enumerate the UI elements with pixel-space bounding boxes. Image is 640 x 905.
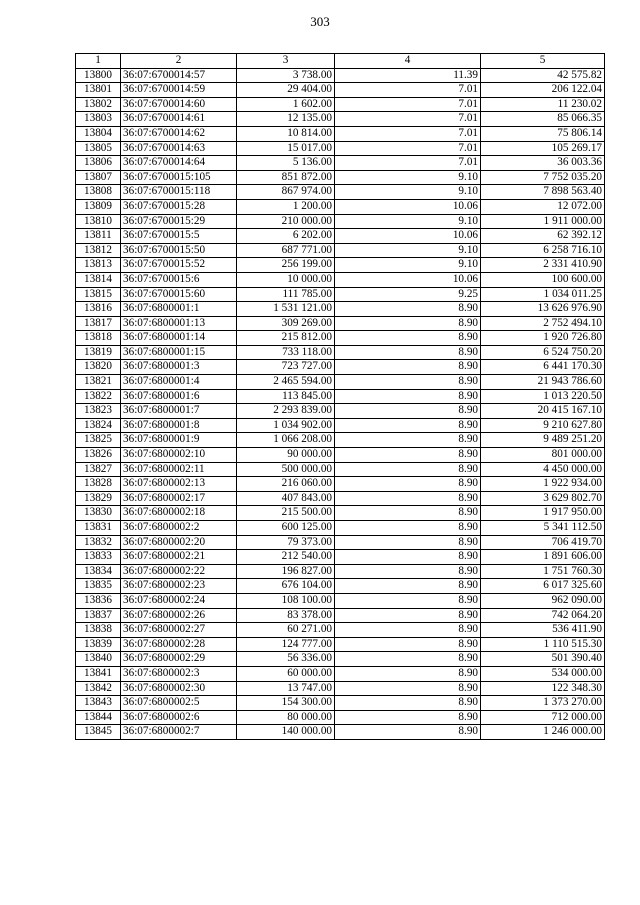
table-row <box>76 360 605 375</box>
value-cell: 36 003.36 <box>481 156 605 171</box>
row-number-cell: 13815 <box>76 287 121 302</box>
table-row <box>76 593 605 608</box>
rate-cell: 8.90 <box>335 623 481 638</box>
row-number-cell: 13840 <box>76 652 121 667</box>
row-number-cell: 13838 <box>76 623 121 638</box>
cadastral-number-cell: 36:07:6700015:5 <box>121 229 237 244</box>
value-cell: 21 943 786.60 <box>481 375 605 390</box>
rate-cell: 8.90 <box>335 375 481 390</box>
value-cell: 62 392.12 <box>481 229 605 244</box>
area-cell: 867 974.00 <box>237 185 335 200</box>
rate-cell: 9.10 <box>335 170 481 185</box>
table-row <box>76 302 605 317</box>
rate-cell: 7.01 <box>335 112 481 127</box>
value-cell: 1 034 011.25 <box>481 287 605 302</box>
value-cell: 534 000.00 <box>481 666 605 681</box>
cadastral-number-cell: 36:07:6700015:52 <box>121 258 237 273</box>
row-number-cell: 13808 <box>76 185 121 200</box>
area-cell: 15 017.00 <box>237 141 335 156</box>
cadastral-number-cell: 36:07:6800002:11 <box>121 462 237 477</box>
rate-cell: 8.90 <box>335 652 481 667</box>
area-cell: 196 827.00 <box>237 564 335 579</box>
table-row <box>76 345 605 360</box>
area-cell: 1 531 121.00 <box>237 302 335 317</box>
row-number-cell: 13825 <box>76 433 121 448</box>
table-row <box>76 448 605 463</box>
cadastral-number-cell: 36:07:6800002:30 <box>121 681 237 696</box>
area-cell: 83 378.00 <box>237 608 335 623</box>
column-header-2: 2 <box>121 54 237 69</box>
area-cell: 687 771.00 <box>237 243 335 258</box>
area-cell: 13 747.00 <box>237 681 335 696</box>
rate-cell: 8.90 <box>335 666 481 681</box>
table-row <box>76 112 605 127</box>
cadastral-number-cell: 36:07:6800001:1 <box>121 302 237 317</box>
cadastral-number-cell: 36:07:6700014:63 <box>121 141 237 156</box>
value-cell: 6 017 325.60 <box>481 579 605 594</box>
table-row <box>76 214 605 229</box>
rate-cell: 8.90 <box>335 316 481 331</box>
rate-cell: 8.90 <box>335 389 481 404</box>
area-cell: 215 812.00 <box>237 331 335 346</box>
row-number-cell: 13837 <box>76 608 121 623</box>
area-cell: 29 404.00 <box>237 83 335 98</box>
cadastral-number-cell: 36:07:6800001:3 <box>121 360 237 375</box>
area-cell: 851 872.00 <box>237 170 335 185</box>
rate-cell: 9.10 <box>335 185 481 200</box>
cadastral-number-cell: 36:07:6800002:3 <box>121 666 237 681</box>
rate-cell: 8.90 <box>335 535 481 550</box>
rate-cell: 8.90 <box>335 506 481 521</box>
area-cell: 212 540.00 <box>237 550 335 565</box>
value-cell: 12 072.00 <box>481 199 605 214</box>
value-cell: 1 373 270.00 <box>481 696 605 711</box>
value-cell: 1 246 000.00 <box>481 725 605 740</box>
cadastral-number-cell: 36:07:6700014:61 <box>121 112 237 127</box>
area-cell: 79 373.00 <box>237 535 335 550</box>
value-cell: 122 348.30 <box>481 681 605 696</box>
area-cell: 5 136.00 <box>237 156 335 171</box>
cadastral-number-cell: 36:07:6800002:7 <box>121 725 237 740</box>
value-cell: 1 922 934.00 <box>481 477 605 492</box>
cadastral-number-cell: 36:07:6800001:13 <box>121 316 237 331</box>
value-cell: 1 110 515.30 <box>481 637 605 652</box>
table-row <box>76 418 605 433</box>
row-number-cell: 13831 <box>76 521 121 536</box>
cadastral-number-cell: 36:07:6800002:5 <box>121 696 237 711</box>
row-number-cell: 13829 <box>76 491 121 506</box>
rate-cell: 8.90 <box>335 331 481 346</box>
rate-cell: 7.01 <box>335 83 481 98</box>
rate-cell: 8.90 <box>335 608 481 623</box>
area-cell: 6 202.00 <box>237 229 335 244</box>
row-number-cell: 13839 <box>76 637 121 652</box>
row-number-cell: 13820 <box>76 360 121 375</box>
table-row <box>76 156 605 171</box>
value-cell: 85 066.35 <box>481 112 605 127</box>
table-row <box>76 185 605 200</box>
area-cell: 407 843.00 <box>237 491 335 506</box>
row-number-cell: 13842 <box>76 681 121 696</box>
area-cell: 108 100.00 <box>237 593 335 608</box>
row-number-cell: 13804 <box>76 126 121 141</box>
row-number-cell: 13823 <box>76 404 121 419</box>
rate-cell: 9.10 <box>335 243 481 258</box>
table-row <box>76 506 605 521</box>
area-cell: 90 000.00 <box>237 448 335 463</box>
table-row <box>76 316 605 331</box>
rate-cell: 8.90 <box>335 448 481 463</box>
cadastral-number-cell: 36:07:6800002:10 <box>121 448 237 463</box>
area-cell: 600 125.00 <box>237 521 335 536</box>
row-number-cell: 13828 <box>76 477 121 492</box>
value-cell: 100 600.00 <box>481 272 605 287</box>
rate-cell: 8.90 <box>335 710 481 725</box>
area-cell: 56 336.00 <box>237 652 335 667</box>
table-row <box>76 710 605 725</box>
rate-cell: 8.90 <box>335 462 481 477</box>
value-cell: 501 390.40 <box>481 652 605 667</box>
table-row <box>76 579 605 594</box>
table-row <box>76 462 605 477</box>
rate-cell: 8.90 <box>335 579 481 594</box>
rate-cell: 11.39 <box>335 68 481 83</box>
row-number-cell: 13816 <box>76 302 121 317</box>
value-cell: 7 752 035.20 <box>481 170 605 185</box>
value-cell: 1 917 950.00 <box>481 506 605 521</box>
area-cell: 2 293 839.00 <box>237 404 335 419</box>
table-row <box>76 681 605 696</box>
area-cell: 10 000.00 <box>237 272 335 287</box>
area-cell: 1 066 208.00 <box>237 433 335 448</box>
table-row <box>76 97 605 112</box>
area-cell: 140 000.00 <box>237 725 335 740</box>
row-number-cell: 13824 <box>76 418 121 433</box>
rate-cell: 8.90 <box>335 345 481 360</box>
rate-cell: 8.90 <box>335 433 481 448</box>
value-cell: 206 122.04 <box>481 83 605 98</box>
table-row <box>76 696 605 711</box>
rate-cell: 8.90 <box>335 302 481 317</box>
table-body <box>76 68 605 739</box>
table-row <box>76 608 605 623</box>
cadastral-number-cell: 36:07:6800002:22 <box>121 564 237 579</box>
area-cell: 723 727.00 <box>237 360 335 375</box>
table-row <box>76 229 605 244</box>
row-number-cell: 13809 <box>76 199 121 214</box>
row-number-cell: 13807 <box>76 170 121 185</box>
rate-cell: 8.90 <box>335 564 481 579</box>
row-number-cell: 13814 <box>76 272 121 287</box>
value-cell: 1 920 726.80 <box>481 331 605 346</box>
cadastral-number-cell: 36:07:6800002:13 <box>121 477 237 492</box>
rate-cell: 9.25 <box>335 287 481 302</box>
row-number-cell: 13802 <box>76 97 121 112</box>
cadastral-number-cell: 36:07:6800002:20 <box>121 535 237 550</box>
table-row <box>76 637 605 652</box>
row-number-cell: 13803 <box>76 112 121 127</box>
row-number-cell: 13834 <box>76 564 121 579</box>
area-cell: 113 845.00 <box>237 389 335 404</box>
value-cell: 706 419.70 <box>481 535 605 550</box>
table-row <box>76 550 605 565</box>
rate-cell: 10.06 <box>335 272 481 287</box>
row-number-cell: 13835 <box>76 579 121 594</box>
table-row <box>76 272 605 287</box>
area-cell: 124 777.00 <box>237 637 335 652</box>
row-number-cell: 13841 <box>76 666 121 681</box>
rate-cell: 8.90 <box>335 696 481 711</box>
area-cell: 60 271.00 <box>237 623 335 638</box>
cadastral-number-cell: 36:07:6700015:28 <box>121 199 237 214</box>
column-header-5: 5 <box>481 54 605 69</box>
data-table <box>75 53 605 740</box>
value-cell: 1 911 000.00 <box>481 214 605 229</box>
table-row <box>76 287 605 302</box>
area-cell: 10 814.00 <box>237 126 335 141</box>
cadastral-number-cell: 36:07:6800002:24 <box>121 593 237 608</box>
table-row <box>76 521 605 536</box>
row-number-cell: 13818 <box>76 331 121 346</box>
value-cell: 536 411.90 <box>481 623 605 638</box>
value-cell: 962 090.00 <box>481 593 605 608</box>
area-cell: 256 199.00 <box>237 258 335 273</box>
value-cell: 105 269.17 <box>481 141 605 156</box>
cadastral-number-cell: 36:07:6700015:50 <box>121 243 237 258</box>
value-cell: 5 341 112.50 <box>481 521 605 536</box>
cadastral-number-cell: 36:07:6800002:17 <box>121 491 237 506</box>
row-number-cell: 13817 <box>76 316 121 331</box>
page-number: 303 <box>310 14 330 29</box>
cadastral-number-cell: 36:07:6700015:118 <box>121 185 237 200</box>
area-cell: 676 104.00 <box>237 579 335 594</box>
value-cell: 742 064.20 <box>481 608 605 623</box>
cadastral-number-cell: 36:07:6800002:28 <box>121 637 237 652</box>
table-row <box>76 623 605 638</box>
cadastral-number-cell: 36:07:6800002:6 <box>121 710 237 725</box>
cadastral-number-cell: 36:07:6800002:27 <box>121 623 237 638</box>
cadastral-number-cell: 36:07:6700015:105 <box>121 170 237 185</box>
value-cell: 13 626 976.90 <box>481 302 605 317</box>
rate-cell: 8.90 <box>335 725 481 740</box>
row-number-cell: 13836 <box>76 593 121 608</box>
value-cell: 1 891 606.00 <box>481 550 605 565</box>
cadastral-number-cell: 36:07:6800002:29 <box>121 652 237 667</box>
rate-cell: 8.90 <box>335 404 481 419</box>
row-number-cell: 13810 <box>76 214 121 229</box>
table-row <box>76 83 605 98</box>
rate-cell: 8.90 <box>335 477 481 492</box>
rate-cell: 8.90 <box>335 491 481 506</box>
column-header-1: 1 <box>76 54 121 69</box>
area-cell: 216 060.00 <box>237 477 335 492</box>
row-number-cell: 13801 <box>76 83 121 98</box>
area-cell: 1 602.00 <box>237 97 335 112</box>
cadastral-number-cell: 36:07:6800001:4 <box>121 375 237 390</box>
row-number-cell: 13819 <box>76 345 121 360</box>
value-cell: 11 230.02 <box>481 97 605 112</box>
rate-cell: 7.01 <box>335 141 481 156</box>
rate-cell: 10.06 <box>335 229 481 244</box>
value-cell: 1 013 220.50 <box>481 389 605 404</box>
row-number-cell: 13830 <box>76 506 121 521</box>
area-cell: 210 000.00 <box>237 214 335 229</box>
column-header-3: 3 <box>237 54 335 69</box>
table-row <box>76 141 605 156</box>
value-cell: 20 415 167.10 <box>481 404 605 419</box>
cadastral-number-cell: 36:07:6700014:62 <box>121 126 237 141</box>
value-cell: 9 489 251.20 <box>481 433 605 448</box>
table-row <box>76 331 605 346</box>
cadastral-number-cell: 36:07:6800002:23 <box>121 579 237 594</box>
row-number-cell: 13811 <box>76 229 121 244</box>
value-cell: 3 629 802.70 <box>481 491 605 506</box>
table-row <box>76 666 605 681</box>
table-header-row <box>76 54 605 69</box>
rate-cell: 10.06 <box>335 199 481 214</box>
row-number-cell: 13805 <box>76 141 121 156</box>
value-cell: 9 210 627.80 <box>481 418 605 433</box>
value-cell: 42 575.82 <box>481 68 605 83</box>
row-number-cell: 13843 <box>76 696 121 711</box>
value-cell: 75 806.14 <box>481 126 605 141</box>
value-cell: 4 450 000.00 <box>481 462 605 477</box>
area-cell: 154 300.00 <box>237 696 335 711</box>
cadastral-number-cell: 36:07:6800001:6 <box>121 389 237 404</box>
cadastral-number-cell: 36:07:6800001:7 <box>121 404 237 419</box>
cadastral-number-cell: 36:07:6800002:21 <box>121 550 237 565</box>
value-cell: 2 752 494.10 <box>481 316 605 331</box>
area-cell: 12 135.00 <box>237 112 335 127</box>
area-cell: 500 000.00 <box>237 462 335 477</box>
rate-cell: 8.90 <box>335 360 481 375</box>
rate-cell: 7.01 <box>335 97 481 112</box>
value-cell: 6 441 170.30 <box>481 360 605 375</box>
value-cell: 7 898 563.40 <box>481 185 605 200</box>
table-row <box>76 199 605 214</box>
row-number-cell: 13806 <box>76 156 121 171</box>
value-cell: 1 751 760.30 <box>481 564 605 579</box>
area-cell: 733 118.00 <box>237 345 335 360</box>
rate-cell: 8.90 <box>335 593 481 608</box>
cadastral-number-cell: 36:07:6800001:14 <box>121 331 237 346</box>
row-number-cell: 13821 <box>76 375 121 390</box>
area-cell: 111 785.00 <box>237 287 335 302</box>
area-cell: 60 000.00 <box>237 666 335 681</box>
table-row <box>76 126 605 141</box>
rate-cell: 8.90 <box>335 521 481 536</box>
table-row <box>76 68 605 83</box>
cadastral-number-cell: 36:07:6700014:57 <box>121 68 237 83</box>
cadastral-number-cell: 36:07:6700014:64 <box>121 156 237 171</box>
rate-cell: 7.01 <box>335 126 481 141</box>
area-cell: 215 500.00 <box>237 506 335 521</box>
row-number-cell: 13844 <box>76 710 121 725</box>
cadastral-number-cell: 36:07:6800001:15 <box>121 345 237 360</box>
cadastral-number-cell: 36:07:6800002:2 <box>121 521 237 536</box>
cadastral-number-cell: 36:07:6800001:8 <box>121 418 237 433</box>
value-cell: 712 000.00 <box>481 710 605 725</box>
cadastral-number-cell: 36:07:6800002:26 <box>121 608 237 623</box>
table-row <box>76 491 605 506</box>
value-cell: 801 000.00 <box>481 448 605 463</box>
area-cell: 2 465 594.00 <box>237 375 335 390</box>
table-row <box>76 375 605 390</box>
table-row <box>76 652 605 667</box>
column-header-4: 4 <box>335 54 481 69</box>
rate-cell: 8.90 <box>335 637 481 652</box>
area-cell: 309 269.00 <box>237 316 335 331</box>
cadastral-number-cell: 36:07:6700015:60 <box>121 287 237 302</box>
cadastral-number-cell: 36:07:6700015:6 <box>121 272 237 287</box>
table-row <box>76 258 605 273</box>
rate-cell: 9.10 <box>335 258 481 273</box>
area-cell: 1 034 902.00 <box>237 418 335 433</box>
row-number-cell: 13800 <box>76 68 121 83</box>
table-row <box>76 389 605 404</box>
cadastral-number-cell: 36:07:6800001:9 <box>121 433 237 448</box>
table-row <box>76 725 605 740</box>
row-number-cell: 13833 <box>76 550 121 565</box>
table-row <box>76 477 605 492</box>
cadastral-number-cell: 36:07:6700015:29 <box>121 214 237 229</box>
cadastral-number-cell: 36:07:6700014:59 <box>121 83 237 98</box>
row-number-cell: 13826 <box>76 448 121 463</box>
cadastral-number-cell: 36:07:6700014:60 <box>121 97 237 112</box>
area-cell: 3 738.00 <box>237 68 335 83</box>
table-row <box>76 170 605 185</box>
rate-cell: 8.90 <box>335 418 481 433</box>
row-number-cell: 13813 <box>76 258 121 273</box>
area-cell: 1 200.00 <box>237 199 335 214</box>
rate-cell: 8.90 <box>335 681 481 696</box>
table-row <box>76 433 605 448</box>
rate-cell: 9.10 <box>335 214 481 229</box>
rate-cell: 7.01 <box>335 156 481 171</box>
row-number-cell: 13832 <box>76 535 121 550</box>
row-number-cell: 13845 <box>76 725 121 740</box>
row-number-cell: 13827 <box>76 462 121 477</box>
value-cell: 6 524 750.20 <box>481 345 605 360</box>
table-row <box>76 404 605 419</box>
value-cell: 6 258 716.10 <box>481 243 605 258</box>
table-row <box>76 535 605 550</box>
table-row <box>76 564 605 579</box>
row-number-cell: 13812 <box>76 243 121 258</box>
cadastral-number-cell: 36:07:6800002:18 <box>121 506 237 521</box>
table-row <box>76 243 605 258</box>
value-cell: 2 331 410.90 <box>481 258 605 273</box>
row-number-cell: 13822 <box>76 389 121 404</box>
area-cell: 80 000.00 <box>237 710 335 725</box>
rate-cell: 8.90 <box>335 550 481 565</box>
